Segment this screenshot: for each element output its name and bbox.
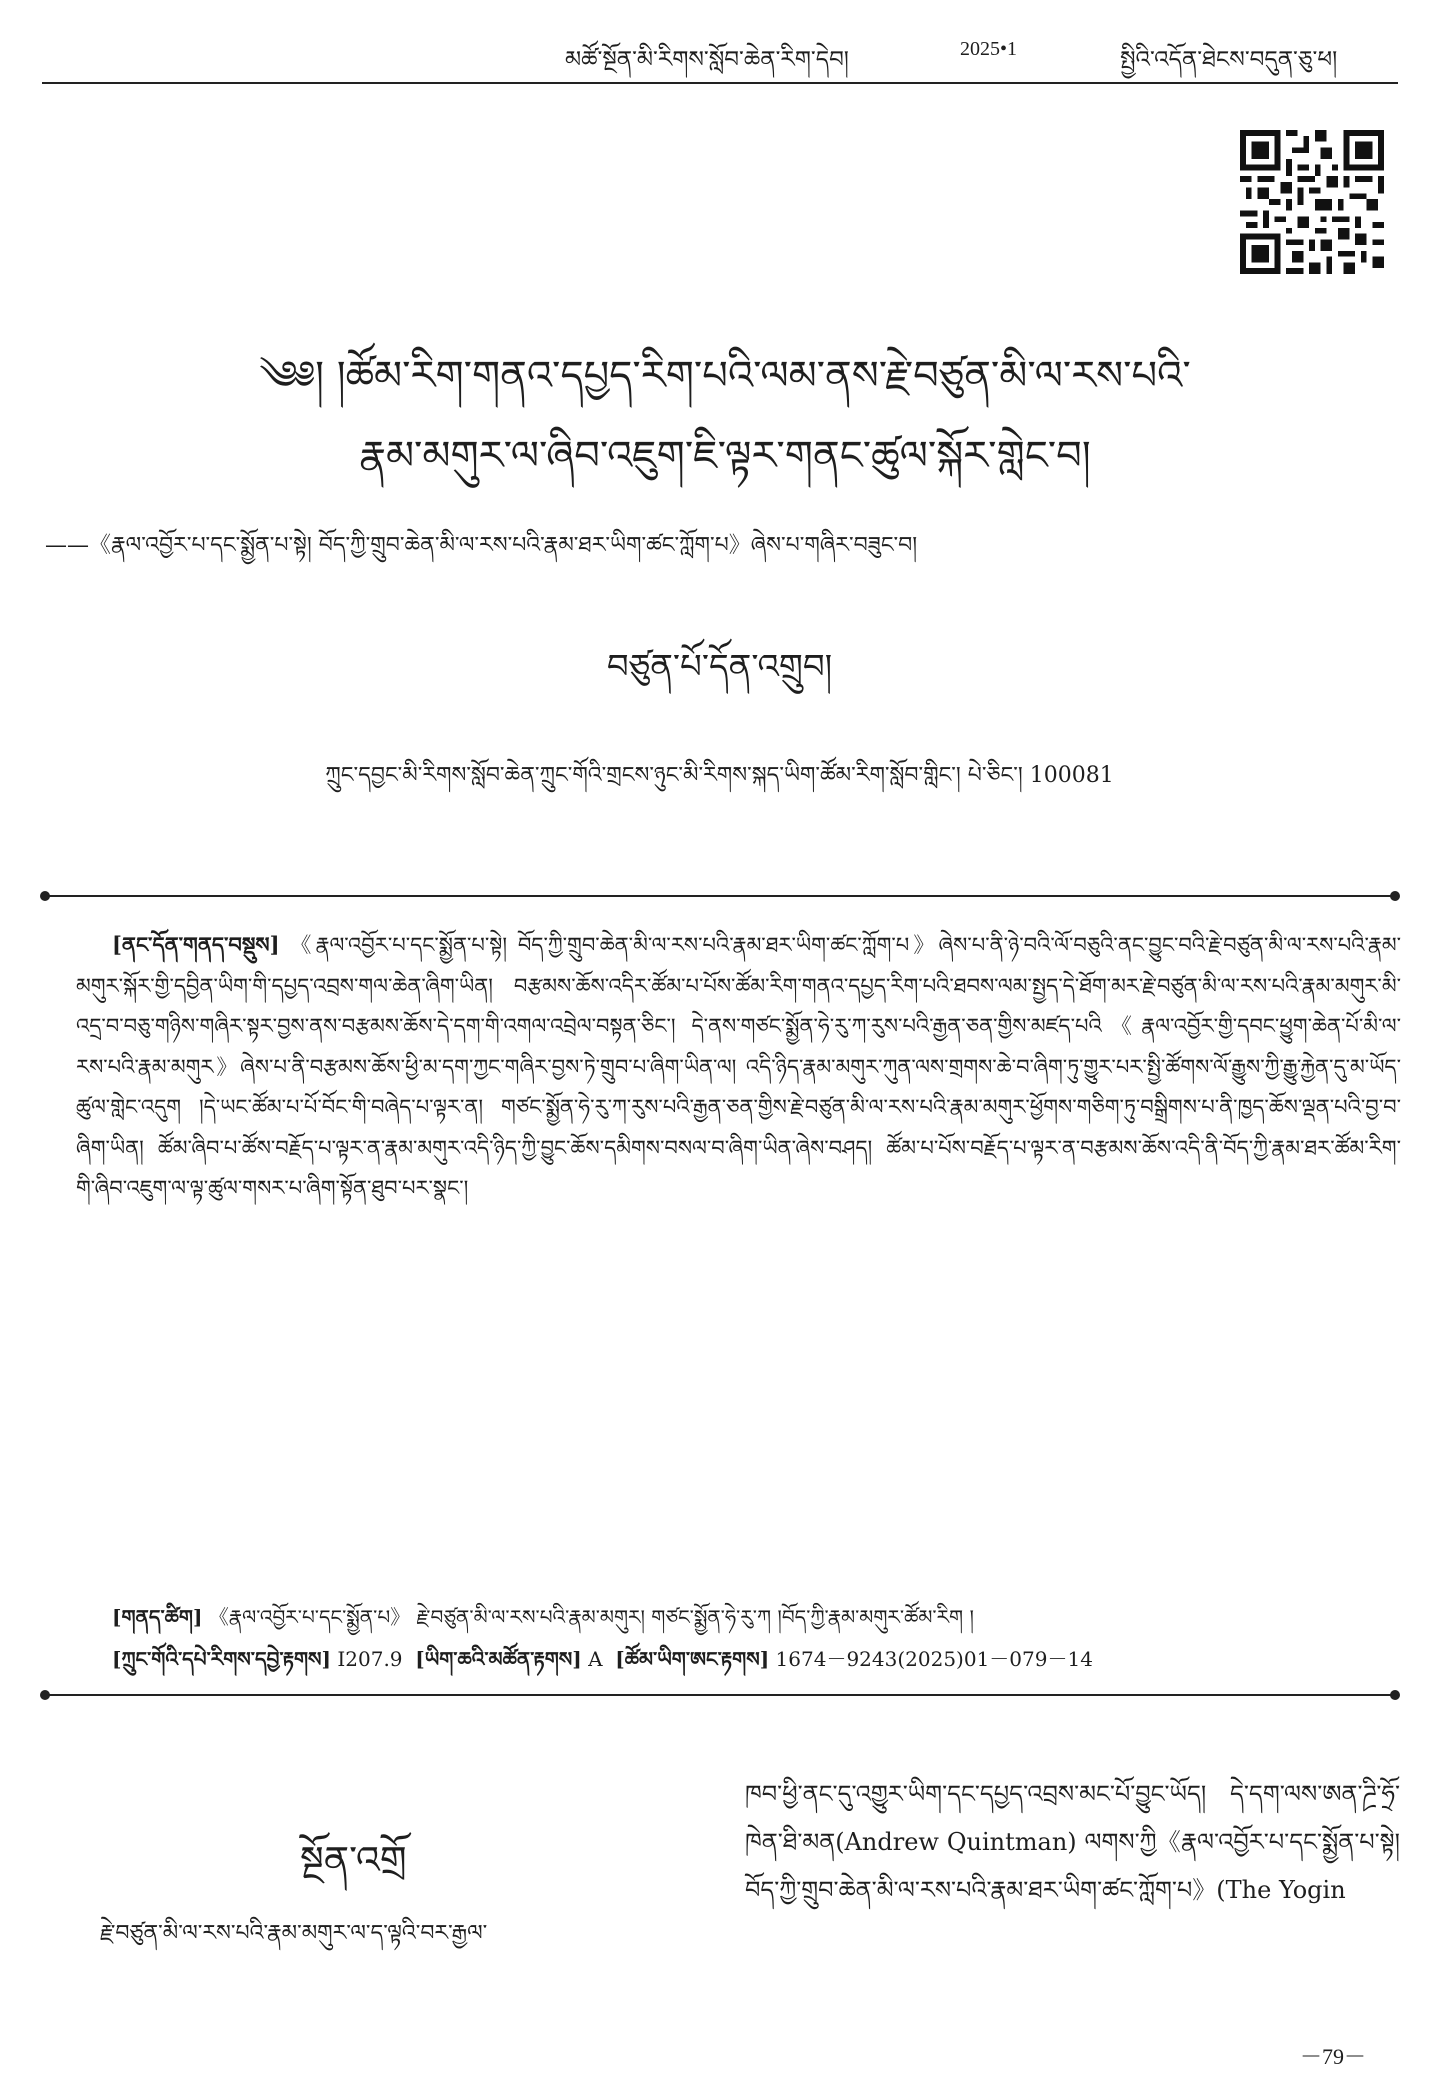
abstract [76, 925, 1401, 1209]
article-title-line-1: ༄༅། །ཚོམ་རིག་གནའ་དཔྱད་རིག་པའི་ལམ་ནས་རྗེ་བཙུན་མི་ལ་རས་པའི་ [259, 353, 1191, 399]
author-name: བཙུན་པོ་དོན་འགྲུབ། [606, 647, 833, 687]
classification-line [112, 1637, 1093, 1693]
section-heading-intro: སྔོན་འགྲོ [300, 1838, 407, 1882]
doc-code-value: A [588, 1647, 603, 1671]
intro-body-text: ཁབ་ཕྱི་ནང་དུ་འགྱུར་ཡིག་དང་དཔྱད་འབྲས་མང་པོ་བྱུང་ཡོད། དེ་དག་ལས་ཨན་ཌྲི་ཧྲོ་ཁེན་ཐི་མན(Andrew Quintman) ལགས་ཀྱི《རྣལ་འབྱོར་པ་དང་སྨྱོན་པ་སྟེ། བོད་ཀྱི་གྲུབ་ཆེན་མི་ལ་རས་པའི་རྣམ་ཐར་ཡིག་ཚང་ཀློག་པ》(The Yogin [745, 1780, 1400, 1904]
abstract-top-rule [46, 895, 1391, 897]
article-subtitle: ——《རྣལ་འབྱོར་པ་དང་སྨྱོན་པ་སྟེ། བོད་ཀྱི་གྲུབ་ཆེན་མི་ལ་རས་པའི་རྣམ་ཐར་ཡིག་ཚང་ཀློག་པ》ཞེས་པ་གཞིར་བཟུང་བ། [45, 533, 918, 558]
keywords-text: 《རྣལ་འབྱོར་པ་དང་སྨྱོན་པ》 རྗེ་བཙུན་མི་ལ་རས་པའི་རྣམ་མགུར། གཙང་སྨྱོན་ཧེ་རུ་ཀ །བོད་ཀྱི་རྣམ་མགུར་ཚོམ་རིག ། [208, 1605, 974, 1629]
abstract-bottom-rule [46, 1694, 1391, 1696]
clc-label: [ཀྲུང་གོའི་དཔེ་རིགས་དབྱེ་རྟགས] [112, 1647, 332, 1671]
issue-number: 2025•1 [960, 38, 1018, 60]
intro-first-line: རྗེ་བཙུན་མི་ལ་རས་པའི་རྣམ་མགུར་ལ་ད་ལྟའི་བར་རྒྱལ་ [100, 1921, 488, 1946]
keywords-label: [གནད་ཚིག] [112, 1605, 203, 1629]
article-id-value: 1674－9243(2025)01－079－14 [775, 1647, 1093, 1671]
qr-code-icon [1240, 130, 1384, 274]
journal-name: མཚོ་སྔོན་མི་རིགས་སློབ་ཆེན་རིག་དེབ། [565, 47, 849, 73]
abstract-label: [ནང་དོན་གནད་བསྡུས] [112, 932, 280, 957]
article-id-label: [ཚོམ་ཡིག་ཨང་རྟགས] [615, 1647, 770, 1671]
header-rule [42, 82, 1398, 84]
article-title-line-2: རྣམ་མགུར་ལ་ཞིབ་འཇུག་ཇི་ལྟར་གནང་ཚུལ་སྐོར་གླེང་བ། [359, 433, 1091, 479]
author-affiliation: ཀྲུང་དབྱང་མི་རིགས་སློབ་ཆེན་ཀྲུང་གོའི་གྲངས་ཉུང་མི་རིགས་སྐད་ཡིག་ཚོམ་རིག་སློབ་གླིང་། པེ་ཅིང་། 100081 [325, 763, 1114, 788]
divider-dot-right [1390, 891, 1400, 901]
abstract-text: 《རྣལ་འབྱོར་པ་དང་སྨྱོན་པ་སྟེ། བོད་ཀྱི་གྲུབ་ཆེན་མི་ལ་རས་པའི་རྣམ་ཐར་ཡིག་ཚང་ཀློག་པ》ཞེས་པ་ནི་ཉེ་བའི་ལོ་བཅུའི་ནང་བྱུང་བའི་རྗེ་བཙུན་མི་ལ་རས་པའི་རྣམ་མགུར་སྐོར་གྱི་དབྱིན་ཡིག་གི་དཔྱད་འབྲས་གལ་ཆེན་ཞིག་ཡིན། བརྩམས་ཆོས་འདིར་ཚོམ་པ་པོས་ཚོམ་རིག་གནའ་དཔྱད་རིག་པའི་ཐབས་ལམ་སྤྱད་དེ་ཐོག་མར་རྗེ་བཙུན་མི་ལ་རས་པའི་རྣམ་མགུར་མི་འདྲ་བ་བཅུ་གཉིས་གཞིར་སྟར་བྱས་ནས་བརྩམས་ཆོས་དེ་དག་གི་འགལ་འབྲེལ་བསྟན་ཅིང་། དེ་ནས་གཙང་སྨྱོན་ཧེ་རུ་ཀ་རུས་པའི་རྒྱན་ཅན་གྱིས་མཛད་པའི《རྣལ་འབྱོར་གྱི་དབང་ཕྱུག་ཆེན་པོ་མི་ལ་རས་པའི་རྣམ་མགུར》ཞེས་པ་ནི་བརྩམས་ཆོས་ཕྱི་མ་དག་ཀྱང་གཞིར་བྱས་ཏེ་གྲུབ་པ་ཞིག་ཡིན་ལ། འདི་ཉིད་རྣམ་མགུར་ཀུན་ལས་གྲགས་ཆེ་བ་ཞིག་ཏུ་གྱུར་པར་སྤྱི་ཚོགས་ལོ་རྒྱུས་ཀྱི་རྒྱུ་རྐྱེན་དུ་མ་ཡོད་ཚུལ་གླེང་འདུག །དེ་ཡང་ཚོམ་པ་པོ་བོང་གི་བཞེད་པ་ལྟར་ན། གཙང་སྨྱོན་ཧེ་རུ་ཀ་རུས་པའི་རྒྱན་ཅན་གྱིས་རྗེ་བཙུན་མི་ལ་རས་པའི་རྣམ་མགུར་ཕྱོགས་གཅིག་ཏུ་བསྒྲིགས་པ་ནི་ཁྱད་ཆོས་ལྡན་པའི་བྱ་བ་ཞིག་ཡིན། ཚོམ་ཞིབ་པ་ཚོས་བརྗོད་པ་ལྟར་ན་རྣམ་མགུར་འདི་ཉིད་ཀྱི་བྱུང་ཆོས་དམིགས་བསལ་བ་ཞིག་ཡིན་ཞེས་བཤད། ཚོམ་པ་པོས་བརྗོད་པ་ལྟར་ན་བརྩམས་ཆོས་འདི་ནི་བོད་ཀྱི་རྣམ་ཐར་ཚོམ་རིག་གི་ཞིབ་འཇུག་ལ་ལྟ་ཚུལ་གསར་པ་ཞིག་སྟོན་ཐུབ་པར་སྣང་། [76, 933, 1401, 1200]
divider-dot-right-2 [1390, 1690, 1400, 1700]
doc-code-label: [ཡིག་ཆའི་མཚོན་རྟགས] [415, 1647, 582, 1671]
clc-value: I207.9 [337, 1647, 403, 1671]
page-number: －79－ [1300, 2044, 1367, 2069]
running-section: སྤྱིའི་འདོན་ཐེངས་བདུན་ཅུ་ཕ། [1120, 47, 1338, 73]
